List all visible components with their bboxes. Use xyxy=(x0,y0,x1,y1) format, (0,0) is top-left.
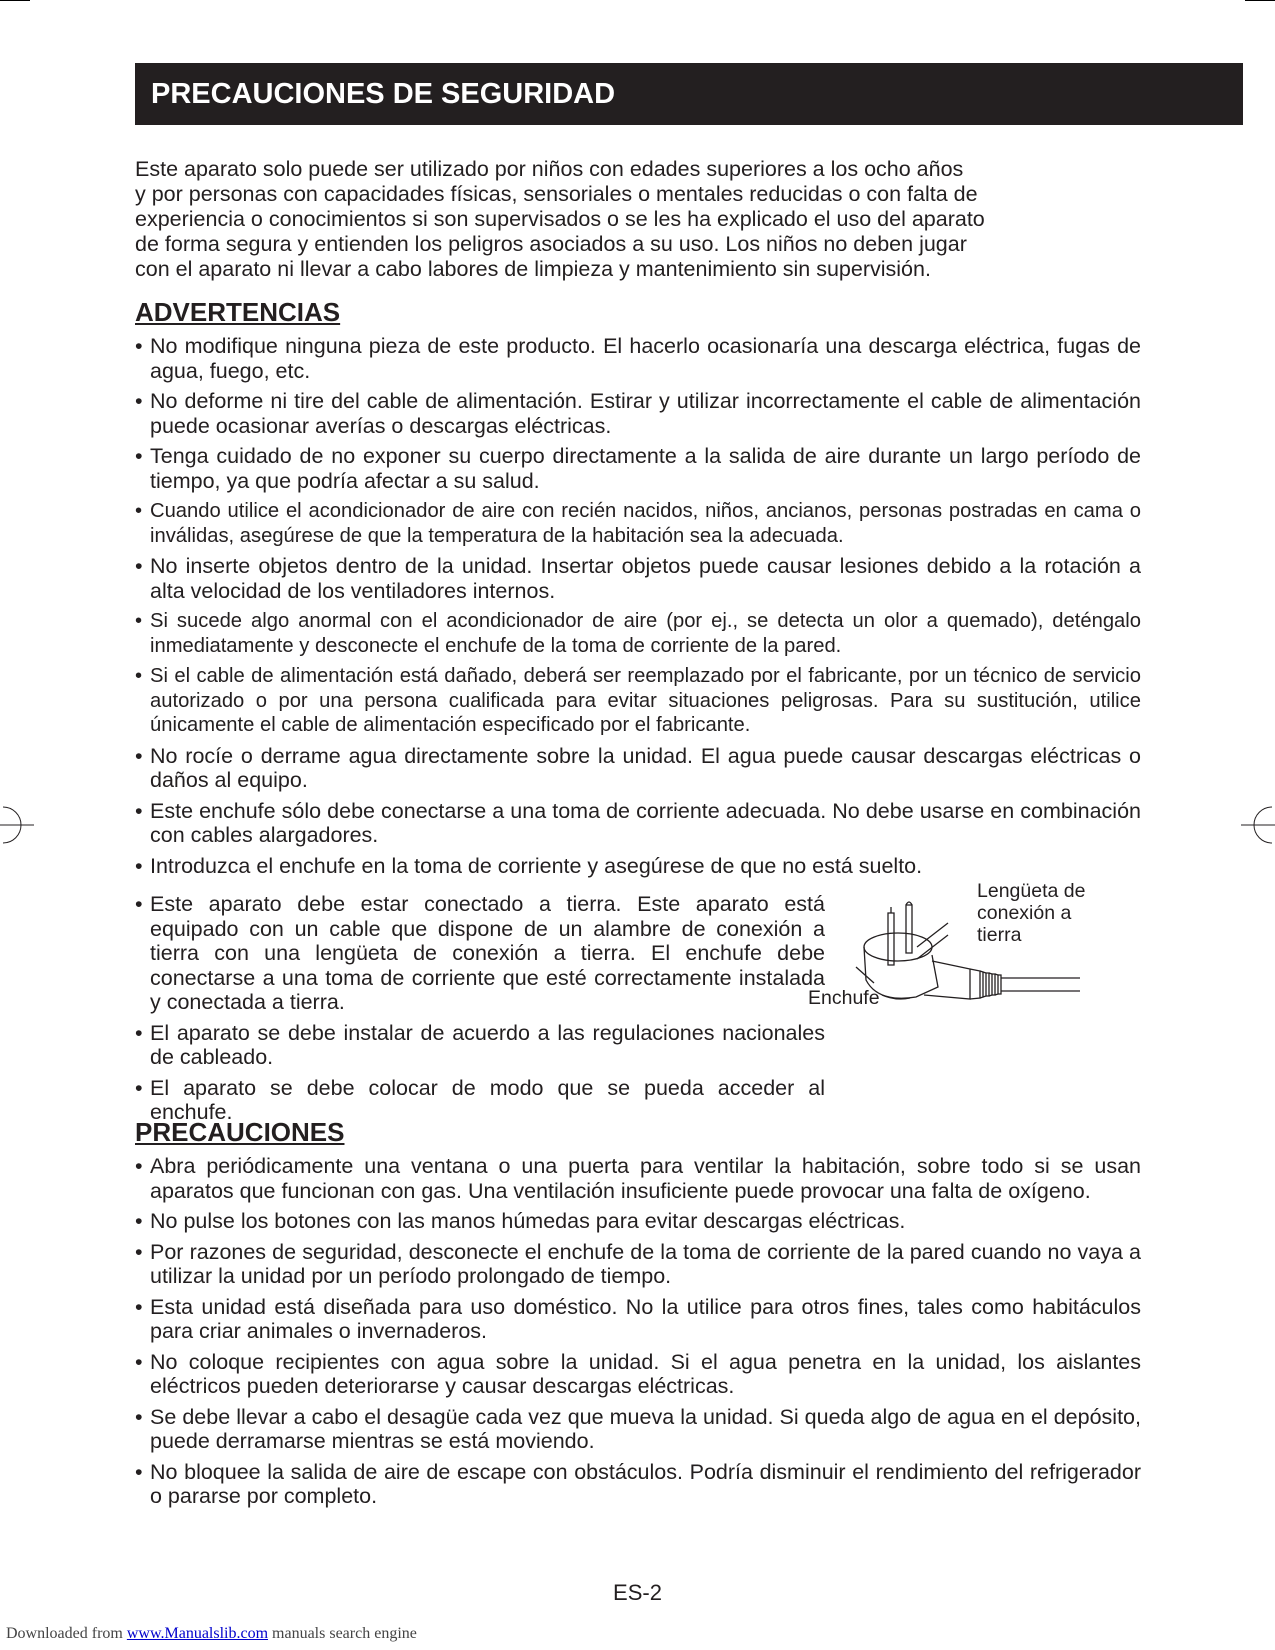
footer-download-note xyxy=(6,1625,417,1643)
advertencias-grounding-list xyxy=(135,892,825,1131)
intro-line: de forma segura y entienden los peligros asociados a su uso. Los niños no deben jugar xyxy=(135,232,967,256)
list-item: • No rocíe o derrame agua directamente sobre la unidad. El agua puede causar descargas eléctricas o daños al equipo. xyxy=(135,744,1141,793)
precauciones-heading: PRECAUCIONES xyxy=(135,1117,345,1147)
list-item: • Si sucede algo anormal con el acondicionador de aire (por ej., se detecta un olor a quemado), deténgalo inmediatamente y desconecte el enchufe de la toma de corriente de la pared. xyxy=(135,609,1141,658)
list-item: • El aparato se debe colocar de modo que se pueda acceder al enchufe. xyxy=(135,1076,825,1125)
registration-mark-right xyxy=(1241,805,1275,845)
figure-label-line: Lengüeta de xyxy=(977,880,1086,902)
figure-label-line: conexión a xyxy=(977,902,1072,924)
precauciones-list xyxy=(135,1154,1141,1515)
intro-line: y por personas con capacidades físicas, sensoriales o mentales reducidas o con falta de xyxy=(135,182,978,206)
page-title: PRECAUCIONES DE SEGURIDAD xyxy=(135,63,1243,125)
figure-label-line: tierra xyxy=(977,924,1022,946)
list-item: • Este enchufe sólo debe conectarse a una toma de corriente adecuada. No debe usarse en combinación con cables alargadores. xyxy=(135,799,1141,848)
list-item: • No coloque recipientes con agua sobre la unidad. Si el agua penetra en la unidad, los aislantes eléctricos pueden deteriorarse y causar descargas eléctricas. xyxy=(135,1350,1141,1399)
crop-mark-top-left xyxy=(0,0,30,1)
manualslib-link[interactable]: www.Manualslib.com xyxy=(126,1625,269,1642)
intro-paragraph xyxy=(135,157,1140,282)
list-item: • Si el cable de alimentación está dañado, deberá ser reemplazado por el fabricante, por un técnico de servicio autorizado o por una persona cualificada para evitar situaciones peligrosas. Para su sustitución, utilice únicamente el cable de alimentación especificado por el fabricante. xyxy=(135,664,1141,738)
advertencias-list xyxy=(135,334,1141,884)
list-item: • Por razones de seguridad, desconecte el enchufe de la toma de corriente de la pared cuando no vaya a utilizar la unidad por un período prolongado de tiempo. xyxy=(135,1240,1141,1289)
figure-label-grounding-tab xyxy=(977,880,1085,946)
list-item: • Introduzca el enchufe en la toma de corriente y asegúrese de que no está suelto. xyxy=(135,854,1141,879)
registration-mark-left xyxy=(0,805,34,845)
list-item: • No modifique ninguna pieza de este producto. El hacerlo ocasionaría una descarga eléctrica, fugas de agua, fuego, etc. xyxy=(135,334,1141,383)
advertencias-heading: ADVERTENCIAS xyxy=(135,297,341,327)
list-item: • El aparato se debe instalar de acuerdo a las regulaciones nacionales de cableado. xyxy=(135,1021,825,1070)
list-item: • No deforme ni tire del cable de alimentación. Estirar y utilizar incorrectamente el cable de alimentación puede ocasionar averías o descargas eléctricas. xyxy=(135,389,1141,438)
list-item: • No bloquee la salida de aire de escape con obstáculos. Podría disminuir el rendimiento del refrigerador o pararse por completo. xyxy=(135,1460,1141,1509)
figure-label-plug: Enchufe xyxy=(808,987,880,1009)
list-item: • No inserte objetos dentro de la unidad. Insertar objetos puede causar lesiones debido a la rotación a alta velocidad de los ventiladores internos. xyxy=(135,554,1141,603)
list-item: • Se debe llevar a cabo el desagüe cada vez que mueva la unidad. Si queda algo de agua en el depósito, puede derramarse mientras se está moviendo. xyxy=(135,1405,1141,1454)
crop-mark-top-right xyxy=(1245,0,1275,1)
list-item: • Este aparato debe estar conectado a tierra. Este aparato está equipado con un cable que dispone de un alambre de conexión a tierra con una lengüeta de conexión a tierra. El enchufe debe conectarse a una toma de corriente que esté correctamente instalada y conectada a tierra. xyxy=(135,892,825,1015)
intro-line: con el aparato ni llevar a cabo labores de limpieza y mantenimiento sin supervisión. xyxy=(135,257,931,281)
list-item: • Abra periódicamente una ventana o una puerta para ventilar la habitación, sobre todo si se usan aparatos que funcionan con gas. Una ventilación insuficiente puede provocar una falta de oxígeno. xyxy=(135,1154,1141,1203)
intro-line: Este aparato solo puede ser utilizado por niños con edades superiores a los ocho años xyxy=(135,157,964,181)
intro-line: experiencia o conocimientos si son supervisados o se les ha explicado el uso del aparato xyxy=(135,207,985,231)
list-item: • Cuando utilice el acondicionador de aire con recién nacidos, niños, ancianos, personas postradas en cama o inválidas, asegúrese de que la temperatura de la habitación sea la adecuada. xyxy=(135,499,1141,548)
page-number: ES-2 xyxy=(613,1580,662,1605)
footer-prefix: Downloaded from xyxy=(6,1625,127,1642)
list-item: • Tenga cuidado de no exponer su cuerpo directamente a la salida de aire durante un largo período de tiempo, ya que podría afectar a su salud. xyxy=(135,444,1141,493)
list-item: • Esta unidad está diseñada para uso doméstico. No la utilice para otros fines, tales como habitáculos para criar animales o invernaderos. xyxy=(135,1295,1141,1344)
list-item: • No pulse los botones con las manos húmedas para evitar descargas eléctricas. xyxy=(135,1209,1141,1234)
footer-suffix: manuals search engine xyxy=(268,1625,417,1642)
